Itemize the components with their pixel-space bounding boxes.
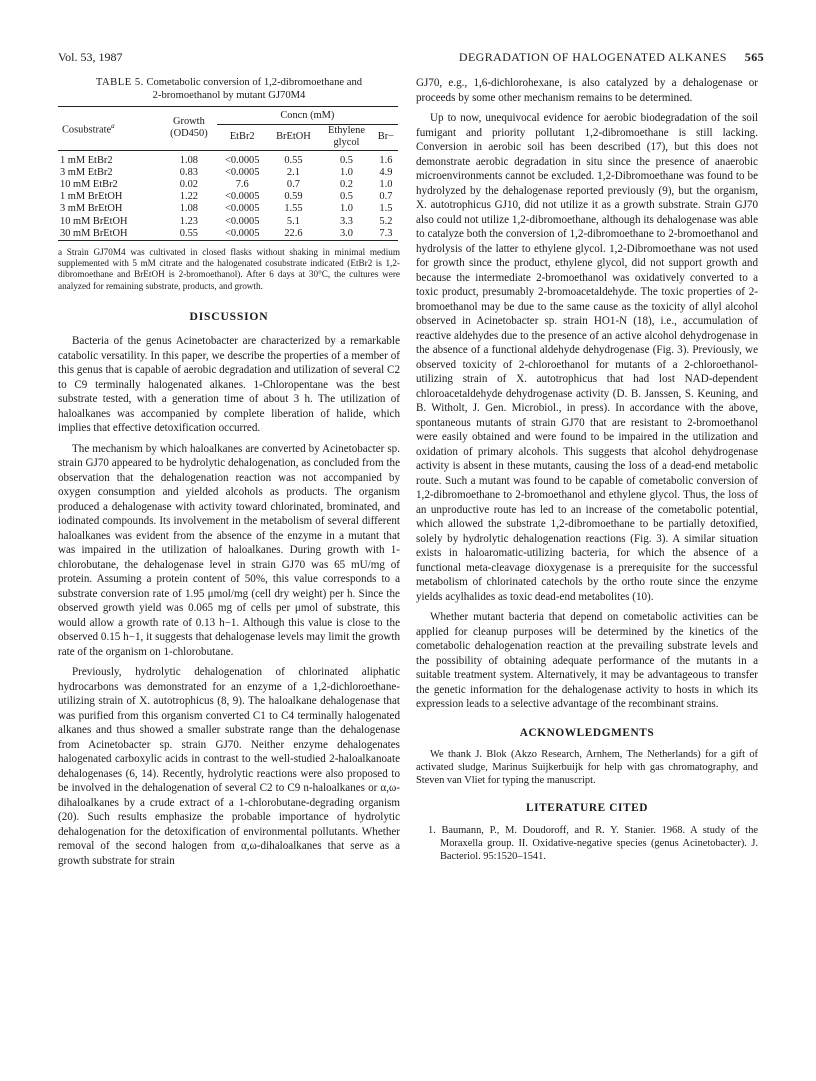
discussion-paragraph-1: Bacteria of the genus Acinetobacter are characterized by a remarkable catabolic versatility. In this paper, we describe the properties of a member of this genus that is capable of aerobic degradation and utilization of several C2 to C9 terminally halogenated alkanes. 1-Chloropentane was the best substrate tested, with a generation time of about 3 h. The utilization of haloalkanes was accompanied by complete liberation of halide, which implies that effective detoxification occurred. [58, 335, 400, 435]
th-concn: Concn (mM) [217, 107, 398, 125]
reference-1: 1. Baumann, P., M. Doudoroff, and R. Y. Stanier. 1968. A study of the Moraxella group. II. Oxidative-negative species (genus Acinetobacter). J. Bacteriol. 95:1520–1541. [428, 824, 758, 862]
table-label: TABLE 5. [95, 77, 144, 88]
table-row: 10 mM BrEtOH 1.23 <0.0005 5.1 3.3 5.2 [60, 215, 393, 227]
th-growth: Growth (OD450) [161, 107, 217, 151]
th-ethylene-glycol: Ethylene glycol [319, 125, 374, 150]
table-row: 1 mM EtBr2 1.08 <0.0005 0.55 0.5 1.6 [60, 154, 393, 166]
table-row: 10 mM EtBr2 0.02 7.6 0.7 0.2 1.0 [60, 179, 393, 191]
discussion-paragraph-3: Previously, hydrolytic dehalogenation of chlorinated aliphatic hydrocarbons was demonstrated for an enzyme of a 1,2-dichloroethane-utilizing strain of X. autotrophicus (8, 9). The haloalkane dehalogenase that was purified from this organism converted C1 to C4 terminally halogenated alkanes and thus showed a smaller substrate range than the dehalogenase from Acinetobacter sp. strain GJ70. Neither enzyme dehalogenates halogenated carboxylic acids in contrast to the well-studied 2-haloalkanoate dehalogenases (6, 14). Recently, hydrolytic reactions were also proposed to be involved in the dehalogenation of several C2 to C9 n-haloalkanes or α,ω-dihaloalkanes by a crude extract of a 1-chlorobutane-degrading organism (20). Such results emphasize the probable importance of hydrolytic dehalogenation for the detoxification of environmental pollutants. Whether removal of the second halogen from α,ω-dihaloalkanes that serve as a growth substrate for strain [58, 666, 400, 867]
table-row: 30 mM BrEtOH 0.55 <0.0005 22.6 3.0 7.3 [58, 228, 398, 241]
table-caption [58, 76, 400, 102]
table-row: 1 mM BrEtOH 1.22 <0.0005 0.59 0.5 0.7 [60, 191, 393, 203]
discussion-heading: DISCUSSION [189, 309, 269, 323]
left-column [58, 76, 400, 874]
table-row: 3 mM BrEtOH 1.08 <0.0005 1.55 1.0 1.5 [60, 203, 393, 215]
discussion-paragraph-4: Up to now, unequivocal evidence for aerobic biodegradation of the soil fumigant and priority pollutant 1,2-dibromoethane is still lacking. Conversion in aerobic soil has been described (17), but this does not demonstrate aerobic degradation in situ since the presence of anaerobic microenvironments cannot be excluded. 1,2-Dibromoethane was found to be hydrolyzed by the dehalogenase reported previously (9), but the organism, X. autotrophicus GJ10, did not utilize it as a growth substrate. Strain GJ70 also could not utilize 1,2-dibromoethane, although its dehalogenase was able to catalyze both the conversion of 1,2-dibromoethane to 2-bromoethanol and hydrolysis of the latter to ethylene glycol. 1,2-Dibromoethane was not used for growth since the product, ethylene glycol, did not support growth and because the intermediate 2-bromoethanol was oxidatively converted to a toxic product, presumably 2-bromoacetaldehyde. The toxic properties of 2-bromoethanol may be due to the same cause as the toxicity of allyl alcohol observed in Acinetobacter sp. strain HO1-N (18), i.e., accumulation of reactive aldehydes due to the presence of an active alcohol dehydrogenase in the absence of a functional aldehyde dehydrogenase (Fig. 3). Previously, we observed toxicity of 2-chloroethanol for mutants of a 2-chloroethanol-utilizing strain of X. autotrophicus that had lost NAD-dependent chloroacetaldehyde dehydrogenase activity (D. B. Janssen, S. Keuning, and B. Witholt, J. Gen. Microbiol., in press). In accordance with the above, spontaneous mutants of strain GJ70 that are resistant to 2-bromoethanol were easily obtained and were found to be impaired in the utilization and oxidation of primary alcohols. This suggests that alcohol dehydrogenase activity is absent in these mutants, causing the loss of a dead-end metabolic route. Such a mutant was found to be capable of cometabolic conversion of 1,2-dibromoethane to 2-bromoethanol and ethylene glycol. Thus, the loss of an unproductive route has led to an increase of the cometabolic potential, which allowed the substrate 1,2-dibromoethane to be partially detoxified, solely by hydrolytic dehalogenation reactions (Fig. 3). A similar situation exists in haloaromatic-utilizing bacteria, for which the absence of a functional meta-cleavage dioxygenase is a prerequisite for the successful metabolism of chlorinated catechols by the ortho route since the enzyme yields acylhalides as toxic dead-end metabolites (10). [416, 112, 758, 603]
discussion-paragraph-3-continued: GJ70, e.g., 1,6-dichlorohexane, is also catalyzed by a dehalogenase or proceeds by some other mechanism remains to be determined. [416, 77, 758, 104]
table-caption-line-1: Cometabolic conversion of 1,2-dibromoethane and [146, 77, 363, 88]
table-row: 3 mM EtBr2 0.83 <0.0005 2.1 1.0 4.9 [60, 166, 393, 178]
acknowledgments-text: We thank J. Blok (Akzo Research, Arnhem, The Netherlands) for a gift of activated sludge, Marinus Suijkerbuijk for help with gas chromatography, and Steven van Vliet for typing the manuscript. [416, 749, 758, 786]
running-title-wrap [459, 50, 764, 65]
right-column [416, 76, 758, 863]
running-title: DEGRADATION OF HALOGENATED ALKANES [458, 50, 727, 64]
literature-heading: LITERATURE CITED [525, 802, 649, 814]
running-header [58, 50, 764, 66]
page-number: 565 [744, 50, 764, 64]
acknowledgments-heading: ACKNOWLEDGMENTS [519, 726, 655, 739]
th-cosubstrate: Cosubstrate$^a$ [58, 107, 161, 151]
table-caption-line-2: 2-bromoethanol by mutant GJ70M4 [152, 90, 306, 101]
table-5 [58, 106, 398, 241]
th-bretoh: BrEtOH [268, 125, 319, 150]
discussion-paragraph-5: Whether mutant bacteria that depend on cometabolic activities can be applied for cleanup purposes will be determined by the kinetics of the cometabolic dehalogenation reaction at the prevailing substrate levels and the possibility of obtaining adequate performance of the mutants in a suitable treatment system. Alternatively, it may be advantageous to transfer the genetic information for the dehalogenase activity to hosts in which its expression leads to a selective advantage of the recombinant strains. [416, 611, 758, 710]
th-bromide: Br− [374, 125, 398, 150]
table-footnote: a Strain GJ70M4 was cultivated in closed flasks without shaking in minimal medium supplemented with 5 mM citrate and the halogenated cosubstrate indicated (EtBr2 is 1,2-dibromoethane and BrEtOH is 2-bromoethanol). After 6 days at 30°C, the cultures were analyzed for remaining substrate, products, and growth. [58, 247, 400, 291]
discussion-paragraph-2: The mechanism by which haloalkanes are converted by Acinetobacter sp. strain GJ70 appeared to be hydrolytic dehalogenation, as concluded from the observation that the dehalogenation reaction was not accompanied by oxygen consumption and yielded alcohols as products. The organism produced a dehalogenase with activity toward chlorinated, brominated, and iodinated compounds. Its involvement in the metabolism of several different haloalkanes was evident from the absence of the enzyme in a mutant that was impaired in the utilization of haloalkanes. During growth with 1-chlorobutane, the dehalogenase level in strain GJ70 was 65 mU/mg of protein. Assuming a protein content of 50%, this value corresponds to a substrate conversion rate of 1.95 μmol/mg (cell dry weight) per h. Since the observed growth yield was 0.065 mg of cells per μmol of substrate, this would allow a growth rate of 0.13 h−1. Although this value is close to the observed 0.15 h−1, it suggests that dehalogenase levels may limit the growth rate of the organism on 1-chlorobutane. [58, 442, 400, 658]
th-etbr2: EtBr2 [217, 125, 268, 150]
volume-label: Vol. 53, 1987 [58, 50, 123, 64]
